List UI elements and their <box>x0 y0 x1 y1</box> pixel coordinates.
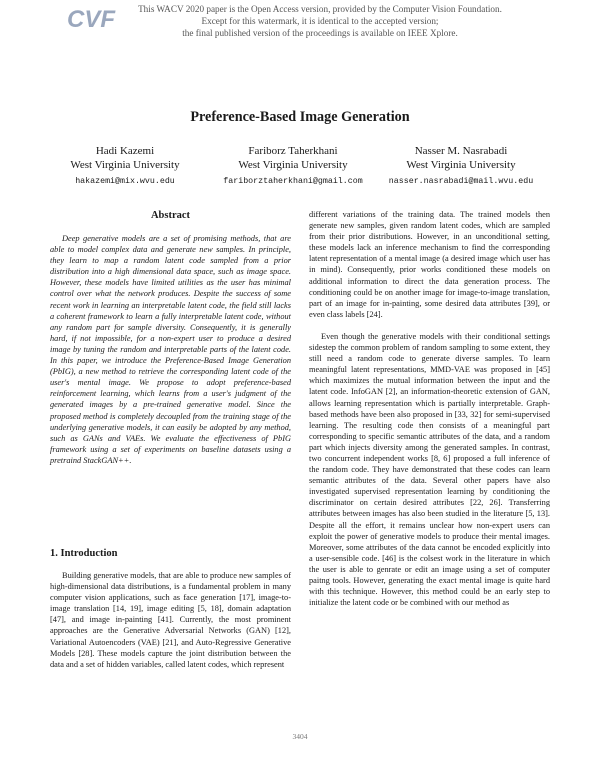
page-number: 3404 <box>292 732 308 741</box>
intro-paragraph: Building generative models, that are able to produce new samples of high-dimensional data distributions, is a fundamental problem in many computer vision applications, such as face generation [17], image-to-image translation [14, 19], image editing [5, 18], domain adaptation [47], and image in-painting [41]. Currently, the most prominent approaches are the Generative Adversarial Networks (GAN) [12], Variational Autoencoders (VAE) [21], and Auto-Regressive Generative Models [28]. These models capture the joint distribution between the data and a set of hidden variables, called latent codes, which represent <box>50 571 291 669</box>
cvf-logo-text: CVF <box>67 6 115 33</box>
author-name: Nasser M. Nasrabadi <box>414 145 508 157</box>
intro-paragraph: different variations of the training data. The trained models then generate new samples, given random latent codes, which are sampled from their prior distributions. However, in an unconditional setting, these models lack an inference mechanism to find the corresponding latent representation of a mental image (a desired image which user has in mind). Consequently, prior works conditioned these models on additional information to direct the data generation process. The conditioning could be on another image for image-to-image translation, part of an image for in-painting, some desired data attributes [39], or even class labels [24]. <box>309 210 550 319</box>
abstract-column <box>50 233 291 466</box>
author-name: Hadi Kazemi <box>95 145 155 157</box>
author-block <box>30 145 220 186</box>
author-affiliation: West Virginia University <box>406 159 516 171</box>
intro-column-left <box>50 570 291 670</box>
watermark-line: Except for this watermark, it is identical to the accepted version; <box>201 16 439 27</box>
author-name: Fariborz Taherkhani <box>248 145 338 157</box>
abstract-heading: Abstract <box>150 210 191 221</box>
author-affiliation: West Virginia University <box>238 159 348 171</box>
abstract-text: Deep generative models are a set of promising methods, that are able to model complex data and generate new samples. In principle, they learn to map a random latent code sampled from a prior distribution into a high dimensional data space, such as image space. However, these models have limited utilities as the user has minimal control over what the network produces. Despite the success of some recent work in learning an interpretable latent code, the field still lacks a coherent framework to learn a fully interpretable latent code, without any random part for sample diversity. Consequently, it is generally hard, if not impossible, for a non-expert user to produce a desired image by tuning the random and interpretable parts of the latent code. In this paper, we introduce the Preference-Based Image Generation (PbIG), a new method to retrieve the corresponding latent code of the user's mental image. We propose to adopt preference-based reinforcement learning, which learns from a user's judgment of the generated images by a pre-trained generative model. Since the proposed method is completely decoupled from the training stage of the underlying generative models, it can easily be adopted by any method, such as GANs and VAEs. We evaluate the effectiveness of PbIG framework using a set of experiments on baseline datasets using a pretraind StackGAN++. <box>50 234 291 465</box>
open-access-watermark <box>120 3 520 40</box>
intro-column-right <box>309 209 550 608</box>
introduction-heading: 1. Introduction <box>50 548 118 559</box>
intro-paragraph: Even though the generative models with their conditional settings sidestep the common problem of random sampling to some extent, they still need a random code to generate diverse samples. To learn meaningful latent representations, MMD-VAE was proposed in [45] which maximizes the mutual information between the input and the latent code. InfoGAN [2], an information-theoretic extension of GAN, allows learning representation which is partially interpretable. Graph-based methods have been also proposed in [33, 32] for semi-supervised learning. The resulting code then consists of a meaningful part corresponding to specific semantic attributes of the data, and a random part which injects diversity among the generated samples. In contrast, two concurrent independent works [8, 6] proposed a full inference of the random code. They have demonstrated that these codes can learn semantic attributes of the data. Several other papers have also investigated supervised representation learning by conditioning the discriminator on certain desired attributes [22, 26]. Transferring attributes between images has also been studied in the literature [5, 13]. Despite all the effort, it remains unclear how non-expert users can exploit the power of generative models to produce their mental images. Moreover, some attributes of the data cannot be encoded explicitly into a user-sensible code. [46] is the colsest work in the literature in which the user is able to genrate or edit an image using a set of computer paitng tools. However, generating the exact mental image is quite hard with this technique. However, this method could be an early step to initialize the latent code or be combined with our method as <box>309 331 550 608</box>
cvf-logo-icon <box>66 3 115 33</box>
watermark-line: This WACV 2020 paper is the Open Access version, provided by the Computer Vision Foundation. <box>138 4 502 14</box>
watermark-line: the final published version of the proceedings is available on IEEE Xplore. <box>182 28 458 39</box>
author-block <box>198 145 388 186</box>
author-email[interactable]: fariborztaherkhani@gmail.com <box>223 177 363 186</box>
author-email[interactable]: nasser.nasrabadi@mail.wvu.edu <box>388 177 534 186</box>
author-block <box>366 145 556 186</box>
paper-title: Preference-Based Image Generation <box>190 109 410 125</box>
author-email[interactable]: hakazemi@mix.wvu.edu <box>75 177 175 186</box>
author-affiliation: West Virginia University <box>70 159 180 171</box>
